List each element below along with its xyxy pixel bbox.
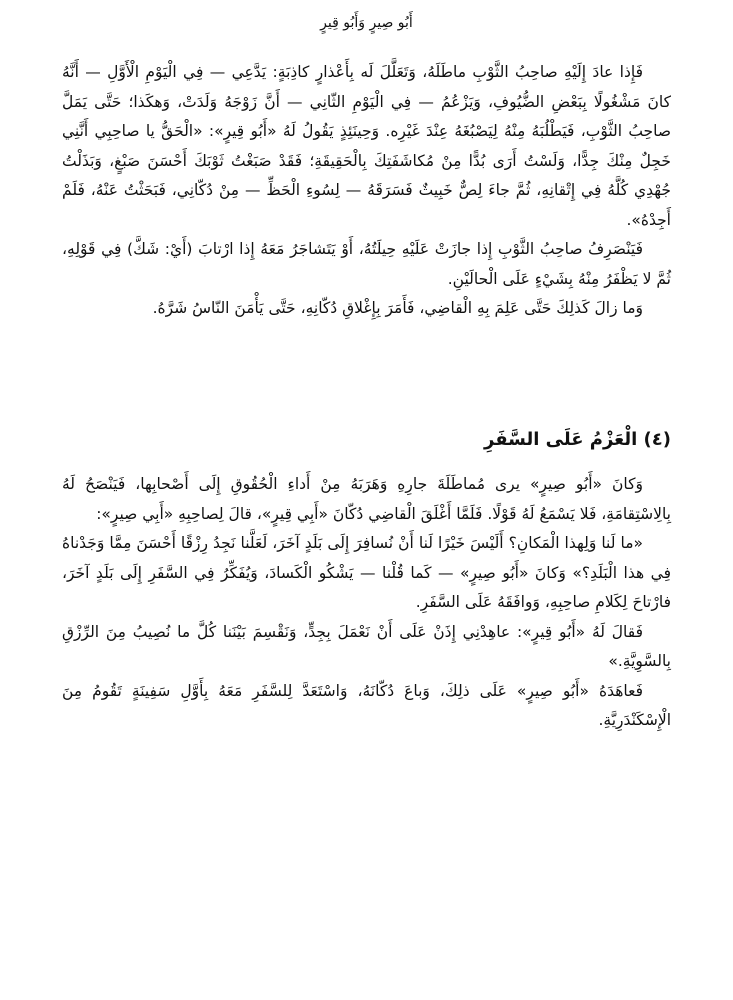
running-head: أَبُو صِيرٍ وَأَبُو قِيرٍ <box>320 15 413 31</box>
paragraph: فَإِذا عادَ إِلَيْهِ صاحِبُ الثَّوْبِ ماطَلَهُ، وَتَعَلَّلَ لَه بِأَعْذارٍ كاذِبَةٍ: يَدَّعِي — فِي الْيَوْمِ الْأَوَّلِ — أَنَّهُ كانَ مَشْغُولًا بِبَعْضِ الضُّيُوفِ، وَيَزْعُمُ — فِي الْيَوْمِ الثّانِي — أَنَّ زَوْجَهُ وَلَدَتْ، وَهكَذا؛ حَتَّى يَمَلَّ صاحِبُ الثَّوْبِ، فَيَطْلُبَهُ مِنْهُ لِيَصْبُغَهُ عِنْدَ غَيْرِه. وَحِينَئِذٍ يَقُولُ لَهُ «أَبُو قِيرٍ»: «الْحَقُّ يا صاحِبِي أَنَّنِي خَجِلٌ مِنْكَ جِدًّا، وَلَسْتُ أَرَى بُدًّا مِنْ مُكاشَفَتِكَ بِالْحَقِيقَةِ؛ فَقَدْ صَبَغْتُ ثَوْبَكَ أَحْسَنَ صَبْغٍ، وَبَذَلْتُ جُهْدِي كُلَّهُ فِي إِتْقانِهِ، ثُمَّ جاءَ لِصٌّ خَبِيثٌ فَسَرَقَهُ — لِسُوءِ الْحَظِّ — مِنْ دُكّانِي، فَبَحَثْتُ عَنْهُ، فَلَمْ أَجِدْهُ». <box>62 63 671 229</box>
book-page <box>62 0 671 1000</box>
paragraph: فَقالَ لَهُ «أَبُو قِيرٍ»: عاهِدْنِي إِذَنْ عَلَى أَنْ نَعْمَلَ بِجِدٍّ، وَنَقْسِمَ بَيْنَنا كُلَّ ما نُصِيبُ مِنَ الرِّزْقِ بِالسَّوِيَّةِ.» <box>62 622 671 670</box>
paragraph: وَما زالَ كَذلِكَ حَتَّى عَلِمَ بِهِ الْقاضِي، فَأَمَرَ بِإِغْلاقِ دُكّانِهِ، حَتَّى يَأْمَنَ النّاسُ شَرَّهُ. <box>152 299 643 317</box>
paragraph: وَكانَ «أَبُو صِيرٍ» يرى مُماطَلَةَ جارِهِ وَهَرَبَهُ مِنْ أَداءِ الْحُقُوقِ إِلَى أَصْحابِها، فَيَنْصَحُ لَهُ بِالِاسْتِقامَةِ، فَلا يَسْمَعُ لَهُ قَوْلًا. فَلَمَّا أَغْلَقَ الْقاضِي دُكّانَ «أَبِي قِيرٍ»، قالَ لِصاحِبِهِ «أَبِي صِيرٍ»: <box>62 475 671 523</box>
body-text-top <box>62 58 671 324</box>
paragraph: «ما لَنا وَلِهذا الْمَكانِ؟ أَلَيْسَ خَيْرًا لَنا أَنْ نُسافِرَ إِلَى بَلَدٍ آخَرَ، لَعَلَّنا نَجِدُ رِزْقًا أَحْسَنَ مِمَّا وَجَدْناهُ فِي هذا الْبَلَدِ؟» وَكانَ «أَبُو صِيرٍ» — كَما قُلْنا — يَشْكُو الْكَسادَ، وَيُفَكِّرُ فِي السَّفَرِ إِلَى بَلَدٍ آخَرَ، فارْتاحَ لِكَلامِ صاحِبِهِ، وَوافَقَهُ عَلَى السَّفَرِ. <box>62 534 671 611</box>
paragraph: فَعاهَدَهُ «أَبُو صِيرٍ» عَلَى ذلِكَ، وَباعَ دُكّانَهُ، وَاسْتَعَدَّ لِلسَّفَرِ مَعَهُ بِأَوَّلِ سَفِينَةٍ تَقُومُ مِنَ الْإِسْكَنْدَرِيَّةِ. <box>62 681 671 729</box>
body-text-bottom <box>62 470 671 736</box>
paragraph: فَيَنْصَرِفُ صاحِبُ الثَّوْبِ إِذا جازَتْ عَلَيْهِ حِيلَتُهُ، أَوْ يَتَشاجَرُ مَعَهُ إِذا ارْتابَ (أَيْ: شَكَّ) فِي قَوْلِهِ، ثُمَّ لا يَظْفَرُ مِنْهُ بِشَيْءٍ عَلَى الْحالَيْنِ. <box>62 240 671 288</box>
section-heading: (٤) الْعَزْمُ عَلَى السَّفَرِ <box>484 429 671 450</box>
